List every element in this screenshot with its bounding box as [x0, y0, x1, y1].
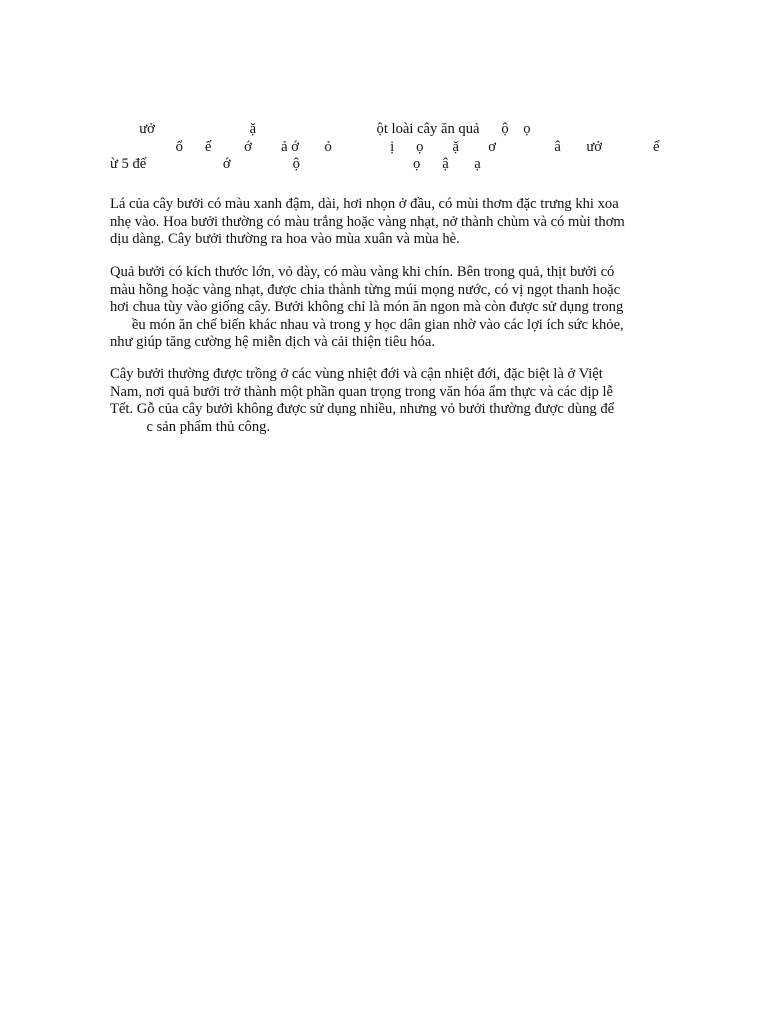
text-line: Nam, nơi quả bưởi trở thành một phần quan trọng trong văn hóa ẩm thực và các dịp lễ	[110, 383, 614, 400]
text-line: Cây bưởi thường được trồng ở các vùng nhiệt đới và cận nhiệt đới, đặc biệt là ở Việt	[110, 366, 603, 382]
paragraph-intro-fragmented	[110, 121, 660, 174]
text-line: Lá của cây bưởi có màu xanh đậm, dài, hơi nhọn ở đầu, có mùi thơm đặc trưng khi xoa	[110, 196, 619, 212]
text-line: dịu dàng. Cây bưởi thường ra hoa vào mùa xuân và mùa hè.	[110, 231, 460, 247]
text-line: nhẹ vào. Hoa bưởi thường có màu trắng hoặc vàng nhạt, nở thành chùm và có mùi thơm	[110, 213, 625, 230]
text-line: như giúp tăng cường hệ miễn dịch và cải thiện tiêu hóa.	[110, 334, 436, 350]
paragraph-fruit	[110, 264, 624, 352]
text-line: Tết. Gỗ của cây bưởi không được sử dụng nhiều, nhưng vỏ bưởi thường được dùng để	[110, 401, 615, 417]
text-line: Quả bưởi có kích thước lớn, vỏ dày, có màu vàng khi chín. Bên trong quả, thịt bưởi có	[110, 264, 615, 280]
text-line: ều món ăn chế biến khác nhau và trong y học dân gian nhờ vào các lợi ích sức khỏe,	[110, 316, 624, 333]
text-line: hơi chua tùy vào giống cây. Bưởi không chỉ là món ăn ngon mà còn được sử dụng trong	[110, 299, 624, 315]
paragraph-leaves-flowers	[110, 196, 625, 249]
text-line: ừ 5 đế ớ ộ ọ ậ ạ	[110, 156, 481, 172]
paragraph-cultivation	[110, 366, 614, 436]
text-line: c sản phẩm thủ công.	[110, 418, 271, 435]
text-line: màu hồng hoặc vàng nhạt, được chia thành từng múi mọng nước, có vị ngọt thanh hoặc	[110, 281, 621, 298]
text-line: ưở ặ ột loài cây ăn quả ộ ọ	[110, 121, 531, 137]
text-line: ổ ế ớ ả ớ ỏ ị ọ ặ ơ â ưở ể	[110, 138, 660, 155]
